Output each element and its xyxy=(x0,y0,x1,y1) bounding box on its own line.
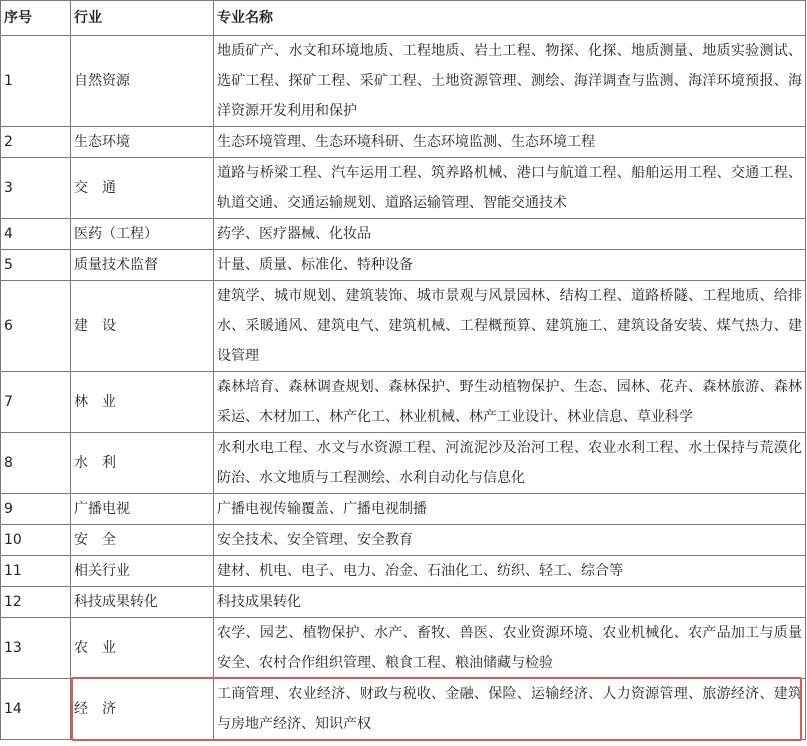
row-no: 6 xyxy=(1,281,71,372)
row-no: 2 xyxy=(1,127,71,158)
row-industry: 农 业 xyxy=(71,618,214,679)
row-industry: 相关行业 xyxy=(71,556,214,587)
table-row xyxy=(1,372,806,433)
row-no: 8 xyxy=(1,433,71,494)
row-majors: 森林培育、森林调查规划、森林保护、野生动植物保护、生态、园林、花卉、森林旅游、森林采运、木材加工、林产化工、林业机械、林产工业设计、林业信息、草业科学 xyxy=(214,372,806,433)
row-industry: 水 利 xyxy=(71,433,214,494)
row-no: 11 xyxy=(1,556,71,587)
table-row xyxy=(1,36,806,127)
row-majors: 农学、园艺、植物保护、水产、畜牧、兽医、农业资源环境、农业机械化、农产品加工与质量安全、农村合作组织管理、粮食工程、粮油储藏与检验 xyxy=(214,618,806,679)
row-majors: 工商管理、农业经济、财政与税收、金融、保险、运输经济、人力资源管理、旅游经济、建筑与房地产经济、知识产权 xyxy=(214,679,806,740)
row-majors: 地质矿产、水文和环境地质、工程地质、岩土工程、物探、化探、地质测量、地质实验测试、选矿工程、探矿工程、采矿工程、土地资源管理、测绘、海洋调查与监测、海洋环境预报、海洋资源开发利用和保护 xyxy=(214,36,806,127)
header-industry: 行业 xyxy=(71,1,214,36)
row-no: 14 xyxy=(1,679,71,740)
row-majors: 计量、质量、标准化、特种设备 xyxy=(214,250,806,281)
row-majors: 药学、医疗器械、化妆品 xyxy=(214,219,806,250)
row-no: 1 xyxy=(1,36,71,127)
row-majors: 水利水电工程、水文与水资源工程、河流泥沙及治河工程、农业水利工程、水土保持与荒漠化防治、水文地质与工程测绘、水利自动化与信息化 xyxy=(214,433,806,494)
table-row xyxy=(1,494,806,525)
table-header-row xyxy=(1,1,806,36)
table-row xyxy=(1,281,806,372)
row-no: 3 xyxy=(1,158,71,219)
row-majors: 道路与桥梁工程、汽车运用工程、筑养路机械、港口与航道工程、船舶运用工程、交通工程、轨道交通、交通运输规划、道路运输管理、智能交通技术 xyxy=(214,158,806,219)
row-majors: 安全技术、安全管理、安全教育 xyxy=(214,525,806,556)
row-no: 10 xyxy=(1,525,71,556)
row-industry: 安 全 xyxy=(71,525,214,556)
table-row xyxy=(1,556,806,587)
table-row xyxy=(1,127,806,158)
table-row xyxy=(1,250,806,281)
table-row xyxy=(1,219,806,250)
table-row xyxy=(1,587,806,618)
row-no: 13 xyxy=(1,618,71,679)
table-row xyxy=(1,525,806,556)
row-no: 7 xyxy=(1,372,71,433)
row-industry: 自然资源 xyxy=(71,36,214,127)
row-industry: 经 济 xyxy=(71,679,214,740)
header-majors: 专业名称 xyxy=(214,1,806,36)
row-industry: 交 通 xyxy=(71,158,214,219)
row-industry: 广播电视 xyxy=(71,494,214,525)
table-row xyxy=(1,618,806,679)
table-row-highlighted xyxy=(1,679,806,740)
row-industry: 建 设 xyxy=(71,281,214,372)
row-industry: 生态环境 xyxy=(71,127,214,158)
table-row xyxy=(1,158,806,219)
header-no: 序号 xyxy=(1,1,71,36)
row-industry: 科技成果转化 xyxy=(71,587,214,618)
row-majors: 建筑学、城市规划、建筑装饰、城市景观与风景园林、结构工程、道路桥隧、工程地质、给排水、采暖通风、建筑电气、建筑机械、工程概预算、建筑施工、建筑设备安装、煤气热力、建设管理 xyxy=(214,281,806,372)
row-industry: 质量技术监督 xyxy=(71,250,214,281)
row-no: 5 xyxy=(1,250,71,281)
row-industry: 医药（工程） xyxy=(71,219,214,250)
row-no: 9 xyxy=(1,494,71,525)
row-majors: 科技成果转化 xyxy=(214,587,806,618)
table-row xyxy=(1,433,806,494)
row-majors: 建材、机电、电子、电力、冶金、石油化工、纺织、轻工、综合等 xyxy=(214,556,806,587)
row-industry: 林 业 xyxy=(71,372,214,433)
row-majors: 生态环境管理、生态环境科研、生态环境监测、生态环境工程 xyxy=(214,127,806,158)
row-no: 12 xyxy=(1,587,71,618)
row-no: 4 xyxy=(1,219,71,250)
row-majors: 广播电视传输覆盖、广播电视制播 xyxy=(214,494,806,525)
